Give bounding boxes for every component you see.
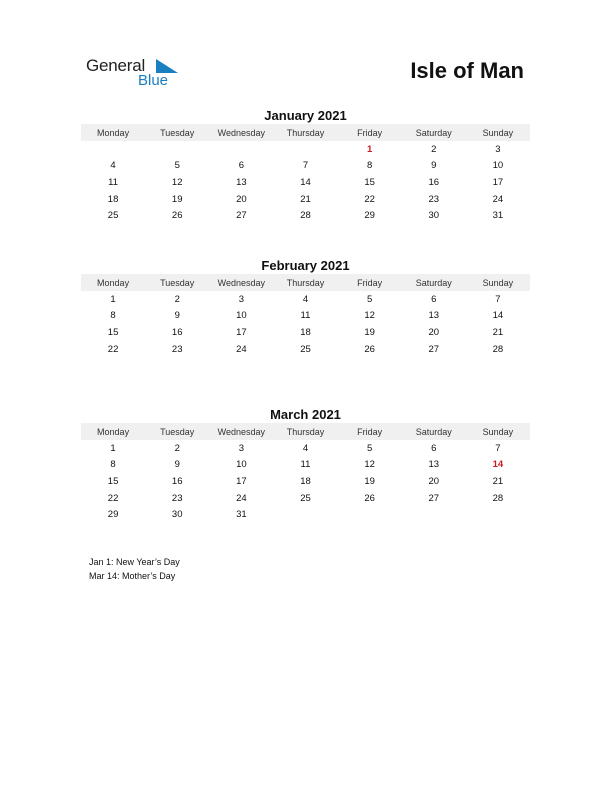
week-row [81, 440, 530, 457]
day-cell: 29 [107, 509, 119, 521]
day-cell: 3 [238, 293, 244, 305]
day-cell: 4 [302, 442, 309, 454]
day-cell: 8 [366, 160, 373, 172]
weekday-header: Sunday [466, 423, 530, 440]
day-cell: 21 [492, 326, 504, 338]
day-cell: 18 [300, 475, 311, 487]
day-cell: 6 [431, 442, 437, 454]
empty-day-cell [402, 506, 466, 523]
weekday-header: Saturday [402, 423, 466, 440]
weekday-header: Wednesday [209, 423, 273, 440]
day-cell: 31 [236, 509, 247, 521]
empty-day-cell [145, 141, 209, 158]
week-row [81, 191, 530, 208]
day-cell: 11 [300, 459, 311, 471]
month-title: February 2021 [261, 258, 350, 273]
day-cell: 25 [107, 210, 119, 222]
day-cell: 12 [171, 176, 183, 188]
weekday-header: Thursday [273, 274, 337, 291]
day-cell: 2 [174, 442, 180, 454]
country-title: Isle of Man [410, 58, 524, 83]
day-cell: 5 [174, 160, 180, 172]
day-cell: 17 [236, 326, 247, 338]
day-cell: 28 [492, 343, 504, 355]
week-row [81, 490, 530, 507]
week-row [81, 341, 530, 358]
week-row [81, 291, 530, 308]
weekday-header: Monday [81, 124, 145, 141]
day-cell: 26 [171, 210, 183, 222]
day-cell: 27 [236, 210, 247, 222]
week-row [81, 174, 530, 191]
day-cell: 26 [364, 343, 375, 355]
day-cell: 10 [492, 160, 504, 172]
day-cell: 7 [495, 442, 501, 454]
day-cell: 27 [428, 343, 440, 355]
day-cell: 23 [428, 193, 440, 205]
day-cell: 30 [171, 509, 183, 521]
day-cell: 9 [174, 459, 180, 471]
day-cell: 29 [364, 210, 375, 222]
day-cell: 22 [364, 193, 375, 205]
day-cell: 26 [364, 492, 375, 504]
day-cell: 15 [364, 176, 375, 188]
empty-day-cell [273, 506, 337, 523]
day-cell: 24 [492, 193, 504, 205]
day-cell: 24 [236, 492, 247, 504]
day-cell: 4 [110, 160, 116, 172]
day-cell: 31 [492, 210, 504, 222]
weekday-header: Friday [338, 124, 402, 141]
day-cell: 9 [174, 310, 180, 322]
month-title: March 2021 [270, 407, 341, 422]
month-february [81, 257, 530, 357]
day-cell: 28 [492, 492, 504, 504]
month-january [81, 107, 530, 224]
day-cell: 2 [174, 293, 180, 305]
week-row [81, 308, 530, 325]
day-cell: 14 [492, 459, 504, 471]
logo-flag-icon [156, 59, 178, 73]
day-cell: 16 [171, 475, 183, 487]
empty-day-cell [209, 141, 273, 158]
empty-day-cell [273, 141, 337, 158]
weekday-header: Thursday [273, 423, 337, 440]
holiday-notes [89, 555, 180, 583]
day-cell: 16 [171, 326, 183, 338]
month-march [81, 406, 530, 523]
day-cell: 10 [236, 310, 247, 322]
week-row [81, 473, 530, 490]
weekday-header: Monday [81, 423, 145, 440]
empty-day-cell [338, 506, 402, 523]
day-cell: 19 [171, 193, 183, 205]
day-cell: 20 [236, 193, 247, 205]
day-cell: 8 [110, 310, 116, 322]
weekday-header: Tuesday [145, 423, 209, 440]
day-cell: 4 [302, 293, 309, 305]
generalblue-logo [86, 56, 196, 92]
day-cell: 23 [171, 343, 183, 355]
week-row [81, 158, 530, 175]
day-cell: 19 [364, 326, 375, 338]
month-title: January 2021 [264, 108, 347, 123]
day-cell: 11 [108, 176, 118, 188]
day-cell: 19 [364, 475, 375, 487]
weekday-header: Monday [81, 274, 145, 291]
weekday-header-row [81, 423, 530, 440]
calendar-table [81, 274, 530, 357]
day-cell: 5 [366, 293, 373, 305]
day-cell: 13 [236, 176, 247, 188]
calendar-table [81, 124, 530, 224]
day-cell: 16 [428, 176, 440, 188]
day-cell: 27 [428, 492, 440, 504]
weekday-header: Sunday [466, 124, 530, 141]
empty-day-cell [466, 506, 530, 523]
day-cell: 11 [300, 310, 311, 322]
day-cell: 15 [107, 475, 119, 487]
logo-word-blue: Blue [138, 72, 169, 89]
weekday-header: Thursday [273, 124, 337, 141]
day-cell: 18 [107, 193, 119, 205]
day-cell: 13 [428, 310, 440, 322]
day-cell: 14 [492, 310, 504, 322]
day-cell: 28 [300, 210, 311, 222]
weekday-header: Friday [338, 423, 402, 440]
day-cell: 6 [238, 160, 244, 172]
day-cell: 22 [107, 343, 119, 355]
holiday-note: Jan 1: New Year’s Day [89, 557, 180, 567]
weekday-header: Wednesday [209, 274, 273, 291]
day-cell: 5 [366, 442, 373, 454]
day-cell: 1 [366, 143, 373, 155]
day-cell: 1 [110, 293, 116, 305]
day-cell: 15 [107, 326, 119, 338]
day-cell: 2 [431, 143, 437, 155]
week-row [81, 506, 530, 523]
weekday-header: Tuesday [145, 124, 209, 141]
week-row [81, 457, 530, 474]
weekday-header-row [81, 274, 530, 291]
day-cell: 20 [428, 326, 440, 338]
day-cell: 1 [110, 442, 116, 454]
weekday-header: Friday [338, 274, 402, 291]
day-cell: 23 [171, 492, 183, 504]
day-cell: 25 [300, 492, 311, 504]
week-row [81, 207, 530, 224]
day-cell: 14 [300, 176, 311, 188]
day-cell: 17 [236, 475, 247, 487]
day-cell: 17 [492, 176, 504, 188]
week-row [81, 141, 530, 158]
day-cell: 9 [431, 160, 437, 172]
day-cell: 13 [428, 459, 440, 471]
day-cell: 12 [364, 459, 375, 471]
day-cell: 21 [492, 475, 504, 487]
day-cell: 12 [364, 310, 375, 322]
holiday-note: Mar 14: Mother’s Day [89, 571, 176, 581]
weekday-header: Sunday [466, 274, 530, 291]
day-cell: 21 [300, 193, 311, 205]
weekday-header: Saturday [402, 124, 466, 141]
day-cell: 7 [302, 160, 309, 172]
day-cell: 25 [300, 343, 311, 355]
logo-word-general: General [86, 56, 146, 75]
day-cell: 8 [110, 459, 116, 471]
empty-day-cell [81, 141, 145, 158]
weekday-header: Wednesday [209, 124, 273, 141]
weekday-header: Tuesday [145, 274, 209, 291]
weekday-header: Saturday [402, 274, 466, 291]
day-cell: 20 [428, 475, 440, 487]
day-cell: 18 [300, 326, 311, 338]
day-cell: 6 [431, 293, 437, 305]
day-cell: 30 [428, 210, 440, 222]
day-cell: 22 [107, 492, 119, 504]
day-cell: 3 [238, 442, 244, 454]
day-cell: 3 [495, 143, 501, 155]
week-row [81, 324, 530, 341]
day-cell: 7 [495, 293, 501, 305]
weekday-header-row [81, 124, 530, 141]
day-cell: 24 [236, 343, 247, 355]
calendar-table [81, 423, 530, 523]
day-cell: 10 [236, 459, 247, 471]
